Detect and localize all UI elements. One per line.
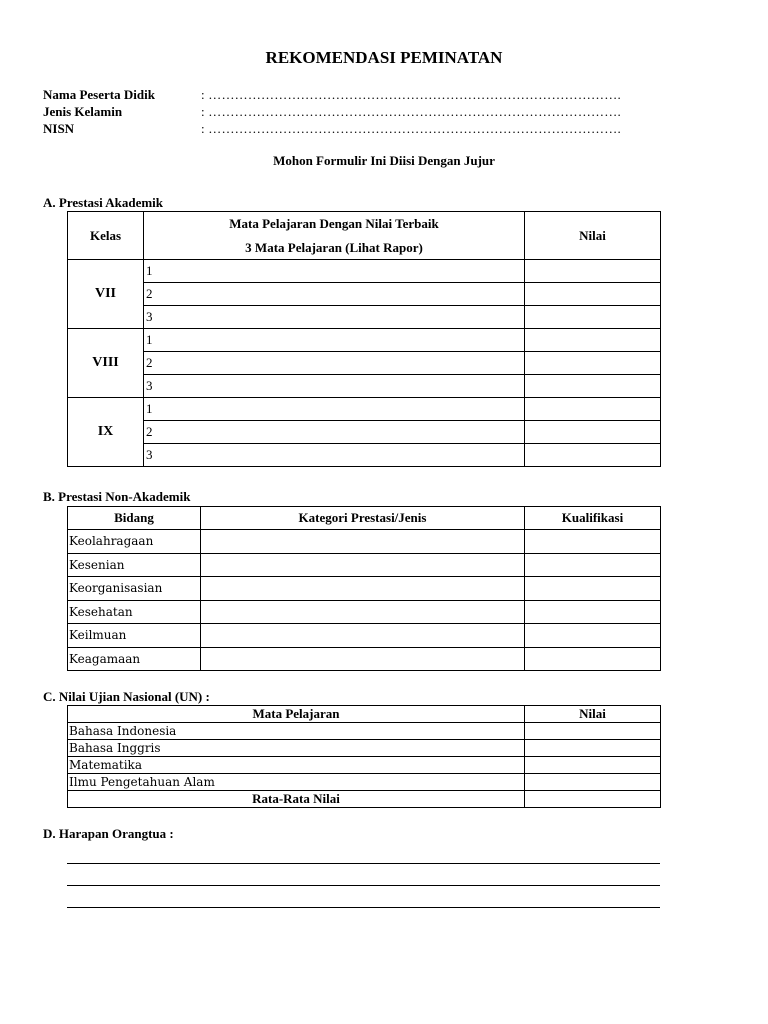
table-row (68, 723, 661, 740)
nilai-cell[interactable] (525, 774, 661, 791)
table-row (68, 757, 661, 774)
form-title: REKOMENDASI PEMINATAN (265, 48, 503, 67)
field-nama-peserta[interactable]: : …………………………………………………………………………………. (201, 87, 621, 102)
label-nama-peserta: Nama Peserta Didik (43, 87, 155, 102)
table-header-row (68, 507, 661, 530)
subject-cell: Ilmu Pengetahuan Alam (68, 774, 525, 791)
nilai-cell[interactable] (525, 444, 661, 467)
table-row (68, 375, 661, 398)
bidang-cell: Kesenian (68, 553, 201, 577)
bidang-cell: Keilmuan (68, 624, 201, 648)
subject-cell[interactable]: 1 (144, 329, 525, 352)
instruction-text: Mohon Formulir Ini Diisi Dengan Jujur (273, 153, 495, 168)
subject-cell[interactable]: 1 (144, 398, 525, 421)
subject-cell[interactable]: 2 (144, 421, 525, 444)
table-row (68, 553, 661, 577)
table-row (68, 283, 661, 306)
nilai-cell[interactable] (525, 740, 661, 757)
kualifikasi-cell[interactable] (525, 647, 661, 671)
label-jenis-kelamin: Jenis Kelamin (43, 104, 123, 119)
subject-cell[interactable]: 2 (144, 352, 525, 375)
table-row (68, 624, 661, 648)
answer-line[interactable] (67, 885, 660, 886)
nilai-cell[interactable] (525, 329, 661, 352)
header-kelas: Kelas (68, 212, 144, 260)
section-a-heading: A. Prestasi Akademik (43, 195, 164, 210)
subject-cell[interactable]: 1 (144, 260, 525, 283)
table-header-row (68, 212, 661, 260)
un-score-table (67, 705, 661, 808)
nilai-cell[interactable] (525, 375, 661, 398)
table-row (68, 329, 661, 352)
header-kualifikasi: Kualifikasi (525, 507, 661, 530)
kategori-cell[interactable] (201, 530, 525, 554)
nilai-cell[interactable] (525, 306, 661, 329)
header-kategori: Kategori Prestasi/Jenis (201, 507, 525, 530)
table-row (68, 260, 661, 283)
average-value-cell[interactable] (525, 791, 661, 808)
kategori-cell[interactable] (201, 647, 525, 671)
header-mata-pelajaran: Mata Pelajaran (68, 706, 525, 723)
bidang-cell: Kesehatan (68, 600, 201, 624)
subject-cell: Bahasa Inggris (68, 740, 525, 757)
kategori-cell[interactable] (201, 624, 525, 648)
header-mapel-line2: 3 Mata Pelajaran (Lihat Rapor) (245, 240, 423, 255)
kualifikasi-cell[interactable] (525, 530, 661, 554)
header-mata-pelajaran (144, 212, 525, 260)
header-bidang: Bidang (68, 507, 201, 530)
table-row (68, 647, 661, 671)
header-nilai: Nilai (525, 212, 661, 260)
kualifikasi-cell[interactable] (525, 600, 661, 624)
table-row (68, 421, 661, 444)
kelas-ix: IX (68, 398, 144, 467)
kualifikasi-cell[interactable] (525, 553, 661, 577)
kualifikasi-cell[interactable] (525, 577, 661, 601)
label-nisn: NISN (43, 121, 75, 136)
table-row (68, 600, 661, 624)
field-nisn[interactable]: : …………………………………………………………………………………. (201, 121, 621, 136)
kelas-viii: VIII (68, 329, 144, 398)
header-mapel-line1: Mata Pelajaran Dengan Nilai Terbaik (229, 216, 439, 231)
subject-cell: Matematika (68, 757, 525, 774)
kategori-cell[interactable] (201, 577, 525, 601)
table-row (68, 577, 661, 601)
table-row (68, 530, 661, 554)
kelas-vii: VII (68, 260, 144, 329)
bidang-cell: Keolahragaan (68, 530, 201, 554)
nilai-cell[interactable] (525, 723, 661, 740)
kualifikasi-cell[interactable] (525, 624, 661, 648)
nilai-cell[interactable] (525, 398, 661, 421)
kategori-cell[interactable] (201, 600, 525, 624)
header-nilai: Nilai (525, 706, 661, 723)
table-row (68, 774, 661, 791)
bidang-cell: Keorganisasian (68, 577, 201, 601)
nilai-cell[interactable] (525, 283, 661, 306)
table-row (68, 398, 661, 421)
field-jenis-kelamin[interactable]: : …………………………………………………………………………………. (201, 104, 621, 119)
subject-cell[interactable]: 3 (144, 444, 525, 467)
bidang-cell: Keagamaan (68, 647, 201, 671)
non-academic-table (67, 506, 661, 671)
kategori-cell[interactable] (201, 553, 525, 577)
average-label: Rata-Rata Nilai (68, 791, 525, 808)
table-header-row (68, 706, 661, 723)
section-d-heading: D. Harapan Orangtua : (43, 826, 174, 841)
section-b-heading: B. Prestasi Non-Akademik (43, 489, 191, 504)
subject-cell[interactable]: 3 (144, 306, 525, 329)
subject-cell[interactable]: 2 (144, 283, 525, 306)
nilai-cell[interactable] (525, 757, 661, 774)
subject-cell[interactable]: 3 (144, 375, 525, 398)
table-row (68, 444, 661, 467)
answer-line[interactable] (67, 863, 660, 864)
table-row (68, 306, 661, 329)
nilai-cell[interactable] (525, 352, 661, 375)
table-row (68, 740, 661, 757)
answer-line[interactable] (67, 907, 660, 908)
subject-cell: Bahasa Indonesia (68, 723, 525, 740)
academic-table (67, 211, 661, 467)
nilai-cell[interactable] (525, 421, 661, 444)
table-row (68, 352, 661, 375)
section-c-heading: C. Nilai Ujian Nasional (UN) : (43, 689, 210, 704)
table-row (68, 791, 661, 808)
nilai-cell[interactable] (525, 260, 661, 283)
